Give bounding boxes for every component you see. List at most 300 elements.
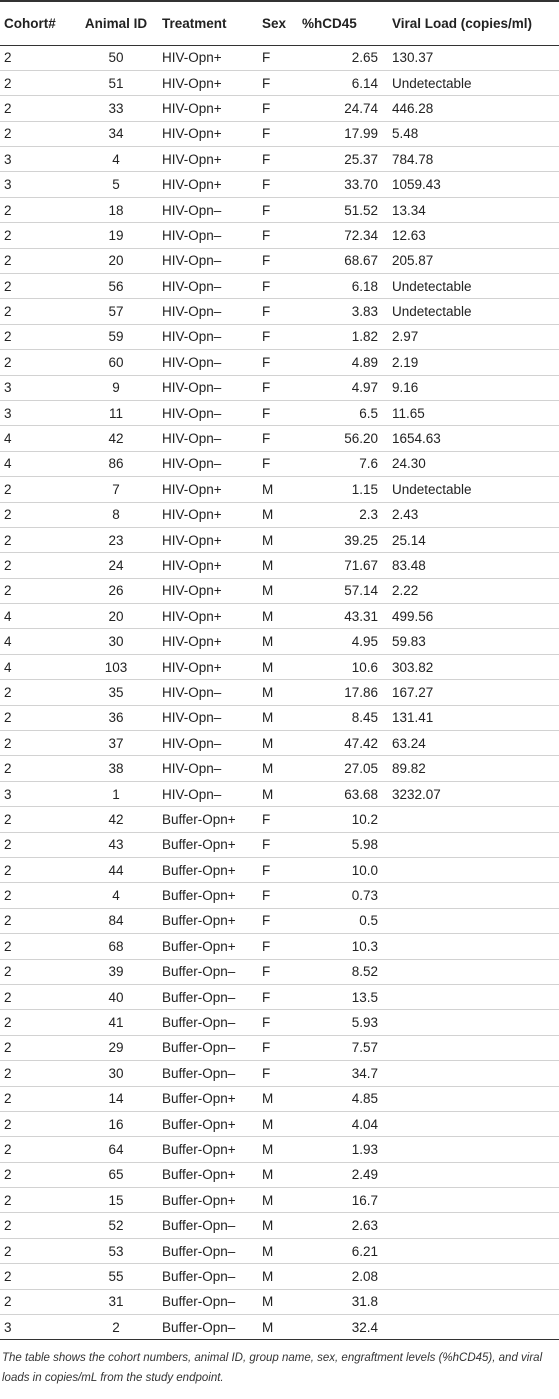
cell-treatment: HIV-Opn– [162,329,222,345]
cell-treatment: HIV-Opn– [162,431,222,447]
cell-treatment: HIV-Opn+ [162,126,222,142]
cell-hcd45: 33.70 [344,177,378,193]
cell-sex: F [262,888,271,904]
cell-animal-id: 19 [108,227,124,243]
table-row [0,70,559,95]
cell-cohort: 2 [4,1294,12,1310]
cell-viral-load: 131.41 [392,710,434,726]
cell-cohort: 2 [4,888,12,904]
cell-treatment: Buffer-Opn– [162,1065,236,1081]
table-row [0,731,559,756]
cell-treatment: HIV-Opn+ [162,507,222,523]
cell-cohort: 2 [4,1116,12,1132]
cell-treatment: HIV-Opn+ [162,151,222,167]
cell-hcd45: 2.3 [359,507,378,523]
cell-animal-id: 60 [108,354,124,370]
cell-hcd45: 72.34 [344,227,378,243]
cell-hcd45: 7.57 [351,1040,378,1056]
cell-viral-load: 9.16 [392,380,419,396]
cell-viral-load [388,1289,559,1314]
cell-viral-load [388,1162,559,1187]
cell-hcd45: 2.65 [351,50,378,66]
cell-hcd45: 5.93 [351,1015,378,1031]
table-row [0,324,559,349]
cell-animal-id: 52 [108,1218,124,1234]
cell-sex: F [262,50,271,66]
cell-animal-id: 9 [112,380,120,396]
cell-cohort: 2 [4,354,12,370]
cell-hcd45: 43.31 [344,608,378,624]
cell-viral-load: 59.83 [392,634,426,650]
cell-treatment: Buffer-Opn– [162,1040,236,1056]
table-row [0,121,559,146]
cell-viral-load [388,984,559,1009]
cell-treatment: HIV-Opn+ [162,177,222,193]
cell-cohort: 2 [4,913,12,929]
cell-hcd45: 16.7 [351,1192,378,1208]
cell-sex: F [262,75,271,91]
table-row [0,654,559,679]
cell-viral-load [388,1315,559,1340]
cell-sex: F [262,380,271,396]
cell-animal-id: 36 [108,710,124,726]
cell-treatment: HIV-Opn– [162,735,222,751]
cell-viral-load [388,1264,559,1289]
header-cohort: Cohort# [0,1,74,45]
cell-treatment: HIV-Opn– [162,405,222,421]
table-row [0,274,559,299]
cell-treatment: Buffer-Opn– [162,1243,236,1259]
cell-cohort: 2 [4,1091,12,1107]
cell-sex: F [262,431,271,447]
cell-animal-id: 15 [108,1192,124,1208]
table-row [0,934,559,959]
cell-cohort: 4 [4,431,12,447]
cell-viral-load [388,1035,559,1060]
table-row [0,350,559,375]
table-row [0,705,559,730]
cell-animal-id: 41 [108,1015,124,1031]
cell-hcd45: 24.74 [344,100,378,116]
cell-hcd45: 4.95 [351,634,378,650]
cell-hcd45: 2.63 [351,1218,378,1234]
cell-animal-id: 11 [108,405,123,421]
table-row [0,553,559,578]
cell-sex: M [262,1167,274,1183]
cell-viral-load: 2.22 [392,583,419,599]
cell-hcd45: 57.14 [344,583,378,599]
table-row [0,1264,559,1289]
cell-cohort: 2 [4,253,12,269]
cell-cohort: 2 [4,684,12,700]
cell-animal-id: 103 [104,659,128,675]
cell-viral-load [388,1111,559,1136]
cell-cohort: 2 [4,227,12,243]
cell-hcd45: 1.93 [351,1141,378,1157]
cell-hcd45: 7.6 [359,456,378,472]
cell-hcd45: 6.18 [351,278,378,294]
cell-sex: F [262,938,271,954]
cell-viral-load: 784.78 [392,151,434,167]
cell-sex: F [262,1065,271,1081]
cell-hcd45: 56.20 [344,431,378,447]
cell-cohort: 2 [4,1040,12,1056]
cell-animal-id: 42 [108,431,124,447]
table-row [0,1315,559,1340]
cell-sex: F [262,354,271,370]
cell-sex: F [262,913,271,929]
cell-viral-load [388,1086,559,1111]
table-row [0,1035,559,1060]
cell-animal-id: 68 [108,938,124,954]
table-row [0,172,559,197]
cell-sex: M [262,786,274,802]
cell-cohort: 4 [4,608,12,624]
cell-animal-id: 16 [108,1116,124,1132]
cell-viral-load: 1059.43 [392,177,441,193]
cell-cohort: 4 [4,456,12,472]
cell-animal-id: 30 [108,1065,124,1081]
cell-viral-load: 130.37 [392,50,434,66]
cell-animal-id: 39 [108,964,124,980]
cell-cohort: 2 [4,1243,12,1259]
cell-viral-load [388,934,559,959]
cell-treatment: HIV-Opn– [162,380,222,396]
cell-cohort: 2 [4,1218,12,1234]
table-row [0,45,559,70]
cell-hcd45: 6.21 [351,1243,378,1259]
cell-hcd45: 68.67 [344,253,378,269]
cell-cohort: 2 [4,100,12,116]
cell-animal-id: 4 [112,151,120,167]
cell-animal-id: 57 [108,304,124,320]
cell-viral-load [388,858,559,883]
cell-viral-load: 205.87 [392,253,434,269]
cell-treatment: Buffer-Opn– [162,1015,236,1031]
cell-viral-load: 3232.07 [392,786,441,802]
cell-animal-id: 18 [108,202,124,218]
cell-treatment: HIV-Opn+ [162,50,222,66]
cell-hcd45: 6.14 [351,75,378,91]
cell-viral-load [388,959,559,984]
cell-cohort: 2 [4,811,12,827]
cell-sex: F [262,253,271,269]
table-row [0,223,559,248]
cell-treatment: HIV-Opn– [162,253,222,269]
cell-viral-load [388,832,559,857]
table-header [0,1,559,45]
cell-sex: F [262,964,271,980]
cell-treatment: Buffer-Opn– [162,1319,236,1335]
cell-animal-id: 65 [108,1167,124,1183]
cell-treatment: HIV-Opn+ [162,481,222,497]
cell-animal-id: 30 [108,634,124,650]
cell-viral-load [388,1213,559,1238]
table-body [0,45,559,1340]
cell-treatment: Buffer-Opn+ [162,862,236,878]
cell-viral-load: 83.48 [392,558,426,573]
table-row [0,1188,559,1213]
cell-cohort: 2 [4,710,12,726]
cell-animal-id: 84 [108,913,124,929]
cell-viral-load: 1654.63 [392,431,441,447]
cell-sex: M [262,481,274,497]
cell-animal-id: 50 [108,50,124,66]
cell-hcd45: 10.2 [351,811,378,827]
table-row [0,147,559,172]
cell-sex: F [262,1040,271,1056]
table-row [0,1289,559,1314]
cell-animal-id: 38 [108,761,124,777]
cell-hcd45: 25.37 [344,151,378,167]
cell-sex: F [262,811,271,827]
cell-cohort: 3 [4,786,12,802]
cell-cohort: 2 [4,1141,12,1157]
table-row [0,883,559,908]
table-row [0,197,559,222]
cell-viral-load: 89.82 [392,761,426,777]
cell-animal-id: 7 [112,481,120,497]
cell-hcd45: 4.85 [351,1091,378,1107]
table-row [0,1111,559,1136]
table-row [0,1010,559,1035]
cell-sex: M [262,1218,274,1234]
cell-cohort: 2 [4,75,12,91]
cell-sex: F [262,177,271,193]
cell-treatment: HIV-Opn+ [162,583,222,599]
cell-hcd45: 8.52 [351,964,378,980]
cell-viral-load [388,1010,559,1035]
cell-animal-id: 31 [108,1294,124,1310]
header-viral-load: Viral Load (copies/ml) [388,1,559,45]
cell-treatment: HIV-Opn– [162,202,222,218]
cell-hcd45: 2.08 [351,1268,378,1284]
table-row [0,908,559,933]
cell-hcd45: 0.73 [351,888,378,904]
cell-hcd45: 1.82 [351,329,378,345]
cell-cohort: 4 [4,634,12,650]
cell-treatment: HIV-Opn– [162,710,222,726]
cell-sex: M [262,1192,274,1208]
cell-cohort: 2 [4,1192,12,1208]
cell-animal-id: 55 [108,1268,124,1284]
cell-viral-load: Undetectable [392,304,472,320]
cell-animal-id: 34 [108,126,124,142]
cell-cohort: 2 [4,964,12,980]
cell-treatment: Buffer-Opn+ [162,913,236,929]
cell-cohort: 2 [4,507,12,523]
cell-sex: M [262,558,274,573]
cell-animal-id: 43 [108,837,124,853]
cell-animal-id: 26 [108,583,124,599]
cell-sex: F [262,100,271,116]
cell-viral-load: 167.27 [392,684,434,700]
table-row [0,400,559,425]
cell-sex: M [262,710,274,726]
cell-sex: F [262,862,271,878]
cell-sex: M [262,1268,274,1284]
cell-viral-load: 446.28 [392,100,434,116]
cell-hcd45: 4.89 [351,354,378,370]
cell-treatment: Buffer-Opn+ [162,1116,236,1132]
cell-hcd45: 51.52 [344,202,378,218]
table-row [0,527,559,552]
cell-animal-id: 37 [108,735,124,751]
cell-viral-load: 5.48 [392,126,419,142]
header-treatment: Treatment [158,1,258,45]
cell-sex: F [262,405,271,421]
cell-cohort: 2 [4,202,12,218]
cell-treatment: HIV-Opn+ [162,100,222,116]
cell-animal-id: 1 [112,786,120,802]
cell-viral-load: 2.43 [392,507,419,523]
cell-treatment: HIV-Opn– [162,684,222,700]
cell-treatment: HIV-Opn– [162,456,222,472]
cell-cohort: 2 [4,938,12,954]
cell-cohort: 2 [4,761,12,777]
cell-viral-load [388,1188,559,1213]
cell-hcd45: 4.97 [351,380,378,396]
cell-animal-id: 35 [108,684,124,700]
cell-treatment: Buffer-Opn– [162,989,236,1005]
cell-hcd45: 6.5 [359,405,378,421]
cell-hcd45: 8.45 [351,710,378,726]
cell-cohort: 2 [4,989,12,1005]
cell-viral-load: Undetectable [392,278,472,294]
cell-cohort: 2 [4,862,12,878]
cell-treatment: HIV-Opn+ [162,558,222,573]
table-row [0,502,559,527]
cell-hcd45: 10.0 [351,862,378,878]
cell-animal-id: 24 [108,558,124,573]
table-row [0,781,559,806]
cell-sex: F [262,456,271,472]
cell-sex: F [262,202,271,218]
cell-treatment: HIV-Opn– [162,227,222,243]
table-row [0,1162,559,1187]
cell-cohort: 2 [4,558,12,573]
cell-treatment: Buffer-Opn+ [162,837,236,853]
cell-sex: M [262,583,274,599]
cell-treatment: Buffer-Opn– [162,964,236,980]
cell-viral-load: 499.56 [392,608,434,624]
cell-viral-load [388,1061,559,1086]
cell-treatment: Buffer-Opn+ [162,1192,236,1208]
table-row [0,451,559,476]
cell-sex: M [262,532,274,548]
cell-hcd45: 2.49 [351,1167,378,1183]
table-row [0,1238,559,1263]
cell-cohort: 2 [4,1268,12,1284]
cell-treatment: HIV-Opn– [162,761,222,777]
cell-animal-id: 2 [112,1319,120,1335]
header-animal-id: Animal ID [74,1,158,45]
cell-sex: F [262,151,271,167]
cell-sex: M [262,507,274,523]
cell-treatment: HIV-Opn– [162,786,222,802]
table-row [0,832,559,857]
cell-hcd45: 27.05 [344,761,378,777]
table-row [0,477,559,502]
cell-hcd45: 10.3 [351,938,378,954]
cell-viral-load [388,1137,559,1162]
cell-treatment: Buffer-Opn– [162,1268,236,1284]
cell-viral-load [388,908,559,933]
cell-cohort: 2 [4,278,12,294]
cell-treatment: Buffer-Opn+ [162,1141,236,1157]
cell-animal-id: 56 [108,278,124,294]
cell-sex: F [262,278,271,294]
cell-viral-load: 2.97 [392,329,419,345]
cell-cohort: 2 [4,532,12,548]
cell-treatment: Buffer-Opn+ [162,1091,236,1107]
cell-animal-id: 20 [108,253,124,269]
cell-cohort: 3 [4,151,12,167]
cell-hcd45: 10.6 [351,659,378,675]
cell-animal-id: 20 [108,608,124,624]
cell-treatment: HIV-Opn– [162,304,222,320]
cell-animal-id: 44 [108,862,124,878]
cell-sex: M [262,634,274,650]
table-row [0,375,559,400]
table-row [0,984,559,1009]
cell-sex: F [262,1015,271,1031]
cell-sex: F [262,227,271,243]
cell-treatment: Buffer-Opn+ [162,888,236,904]
cell-sex: F [262,989,271,1005]
table-row [0,1061,559,1086]
table-row [0,807,559,832]
cell-hcd45: 34.7 [351,1065,378,1081]
cell-treatment: Buffer-Opn+ [162,938,236,954]
cell-hcd45: 71.67 [344,558,378,573]
cell-hcd45: 39.25 [344,532,378,548]
cell-viral-load: 303.82 [392,659,434,675]
table-row [0,426,559,451]
cell-animal-id: 64 [108,1141,124,1157]
cell-sex: M [262,1294,274,1310]
cell-animal-id: 4 [112,888,120,904]
cell-hcd45: 17.86 [344,684,378,700]
cell-viral-load [388,807,559,832]
cell-hcd45: 31.8 [351,1294,378,1310]
table-row [0,858,559,883]
cell-sex: M [262,1116,274,1132]
cell-hcd45: 17.99 [344,126,378,142]
cell-animal-id: 53 [108,1243,124,1259]
cell-cohort: 2 [4,1167,12,1183]
cell-animal-id: 5 [112,177,120,193]
table-row [0,1086,559,1111]
cell-hcd45: 1.15 [351,481,378,497]
cell-viral-load: 24.30 [392,456,426,472]
table-row [0,604,559,629]
table-row [0,248,559,273]
cell-sex: F [262,304,271,320]
cell-treatment: Buffer-Opn– [162,1218,236,1234]
cell-viral-load: 2.19 [392,354,419,370]
cell-hcd45: 5.98 [351,837,378,853]
header-hcd45: %hCD45 [300,1,388,45]
cell-viral-load: 11.65 [392,405,425,421]
cell-hcd45: 13.5 [351,989,378,1005]
cell-cohort: 2 [4,329,12,345]
cell-cohort: 2 [4,481,12,497]
cell-animal-id: 59 [108,329,124,345]
cell-hcd45: 3.83 [351,304,378,320]
cell-cohort: 4 [4,659,12,675]
cell-viral-load: Undetectable [392,481,472,497]
